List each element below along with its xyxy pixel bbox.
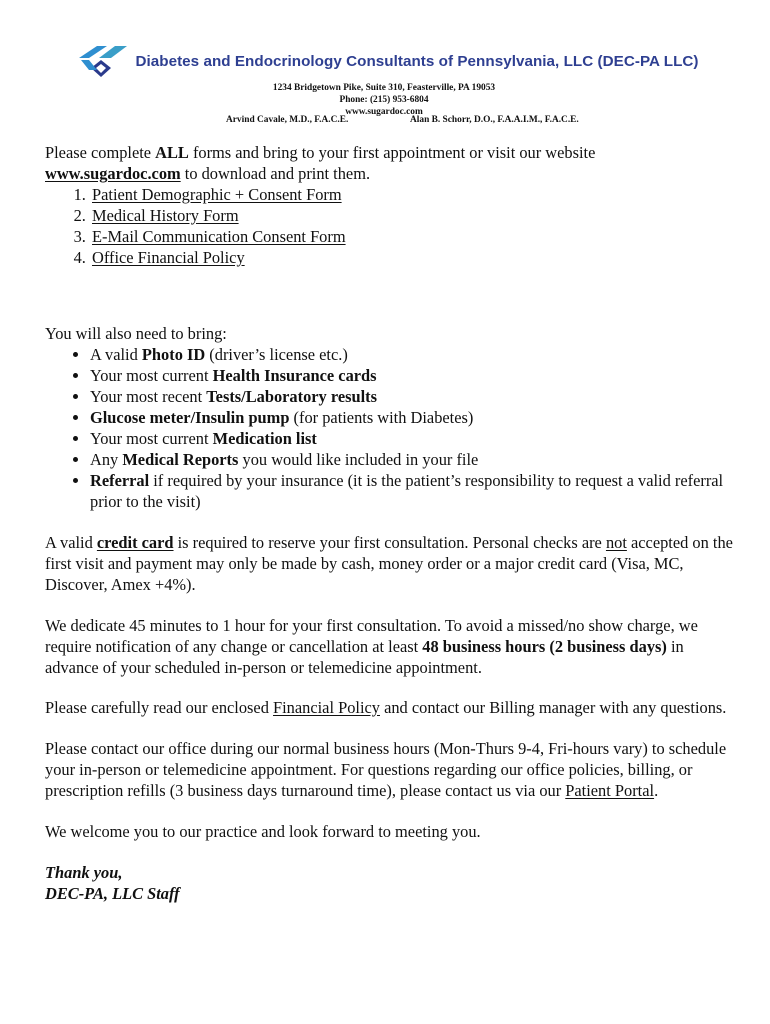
item-text: A valid: [90, 345, 142, 364]
form-link-financial-policy[interactable]: Office Financial Policy: [92, 248, 245, 267]
item-emphasis: Tests/Laboratory results: [206, 387, 377, 406]
dedicate-emphasis: 48 business hours (2 business days): [422, 637, 667, 656]
financial-text: Please carefully read our enclosed: [45, 698, 273, 717]
form-link-medical-history[interactable]: Medical History Form: [92, 206, 239, 225]
practice-website: www.sugardoc.com: [345, 107, 423, 118]
item-emphasis: Health Insurance cards: [212, 366, 377, 385]
list-item: [90, 344, 735, 365]
list-item: [90, 226, 735, 247]
signoff-staff: DEC-PA, LLC Staff: [45, 884, 180, 903]
intro-text-2: forms and bring to your first appointment or visit our website: [188, 143, 596, 162]
consultation-paragraph: [45, 615, 735, 678]
intro-text-3: to download and print them.: [180, 164, 371, 183]
financial-text-2: and contact our Billing manager with any questions.: [379, 698, 727, 717]
not-emphasis: not: [605, 533, 627, 552]
form-link-email-consent[interactable]: E-Mail Communication Consent Form: [92, 227, 346, 246]
item-emphasis: Photo ID: [141, 345, 206, 364]
item-text: (driver’s license etc.): [205, 345, 348, 364]
brand: [6, 42, 770, 80]
letterhead: [0, 42, 770, 119]
credit-card-paragraph: [45, 532, 735, 595]
item-emphasis: Medication list: [212, 429, 317, 448]
doctor-name-1: Arvind Cavale, M.D., F.A.C.E.: [226, 115, 349, 125]
item-text: you would like included in your file: [238, 450, 479, 469]
financial-policy-paragraph: [45, 696, 735, 720]
contact-text: Please contact our office during our normal business hours (Mon-Thurs 9-4, Fri-hours vary) to schedule your in-person or telemedicine appointment. For questions regarding our office policies, billing, or prescription refills (3 business days turnaround time), please contact us via our: [45, 739, 727, 800]
item-emphasis: Glucose meter/Insulin pump: [90, 408, 290, 427]
financial-policy-link[interactable]: Financial Policy: [273, 698, 380, 717]
credit-text-2: is required to reserve your first consultation. Personal checks are: [173, 533, 606, 552]
list-item: [90, 407, 735, 428]
forms-list: [45, 184, 735, 268]
form-link-demographic[interactable]: Patient Demographic + Consent Form: [92, 185, 342, 204]
item-text: Your most current: [90, 366, 213, 385]
dedicate-text: We dedicate 45 minutes to 1 hour for your first consultation. To avoid a missed/no show charge, we require notification of any change or cancellation at least: [45, 616, 698, 656]
practice-name: Diabetes and Endocrinology Consultants of Pennsylvania, LLC (DEC-PA LLC): [135, 52, 699, 70]
item-text: Your most recent: [90, 387, 207, 406]
intro-text: Please complete: [45, 143, 156, 162]
intro-paragraph: [45, 142, 735, 184]
list-item: [90, 470, 735, 512]
credit-text: A valid: [45, 533, 97, 552]
item-emphasis: Medical Reports: [122, 450, 239, 469]
item-text: Any: [90, 450, 123, 469]
bring-heading: You will also need to bring:: [45, 324, 227, 343]
patient-portal-link[interactable]: Patient Portal: [565, 781, 655, 800]
list-item: [90, 205, 735, 226]
list-item: [90, 386, 735, 407]
doctor-name-2: Alan B. Schorr, D.O., F.A.A.I.M., F.A.C.E.: [410, 115, 579, 125]
welcome-paragraph: We welcome you to our practice and look forward to meeting you.: [45, 822, 481, 841]
signoff: [45, 862, 735, 904]
practice-address: 1234 Bridgetown Pike, Suite 310, Feasterville, PA 19053: [272, 83, 496, 93]
item-text: if required by your insurance (it is the patient’s responsibility to request a valid referral prior to the visit): [90, 471, 724, 511]
dedicate-text-2: in advance of your scheduled in-person or telemedicine appointment.: [45, 637, 684, 677]
practice-phone: Phone: (215) 953-6804: [339, 95, 429, 106]
signoff-thanks: Thank you,: [45, 863, 123, 882]
credit-text-3: accepted on the first visit and payment may only be made by cash, money order or a major credit card (Visa, MC, Discover, Amex +4%).: [45, 533, 733, 594]
list-item: [90, 449, 735, 470]
list-item: [90, 428, 735, 449]
item-text: (for patients with Diabetes): [289, 408, 474, 427]
list-item: [90, 184, 735, 205]
list-item: [90, 247, 735, 268]
contact-paragraph: [45, 738, 735, 801]
intro-emphasis: ALL: [155, 143, 189, 162]
contact-text-2: .: [654, 781, 659, 800]
item-emphasis: Referral: [90, 471, 150, 490]
website-link[interactable]: www.sugardoc.com: [45, 164, 181, 183]
credit-card-emphasis: credit card: [96, 533, 174, 552]
bring-list: [45, 344, 735, 512]
logo-bar: [81, 60, 97, 70]
item-text: Your most current: [90, 429, 213, 448]
list-item: [90, 365, 735, 386]
letter-body: [45, 142, 735, 904]
practice-address-block: [0, 82, 770, 119]
practice-logo-icon: [77, 42, 129, 80]
